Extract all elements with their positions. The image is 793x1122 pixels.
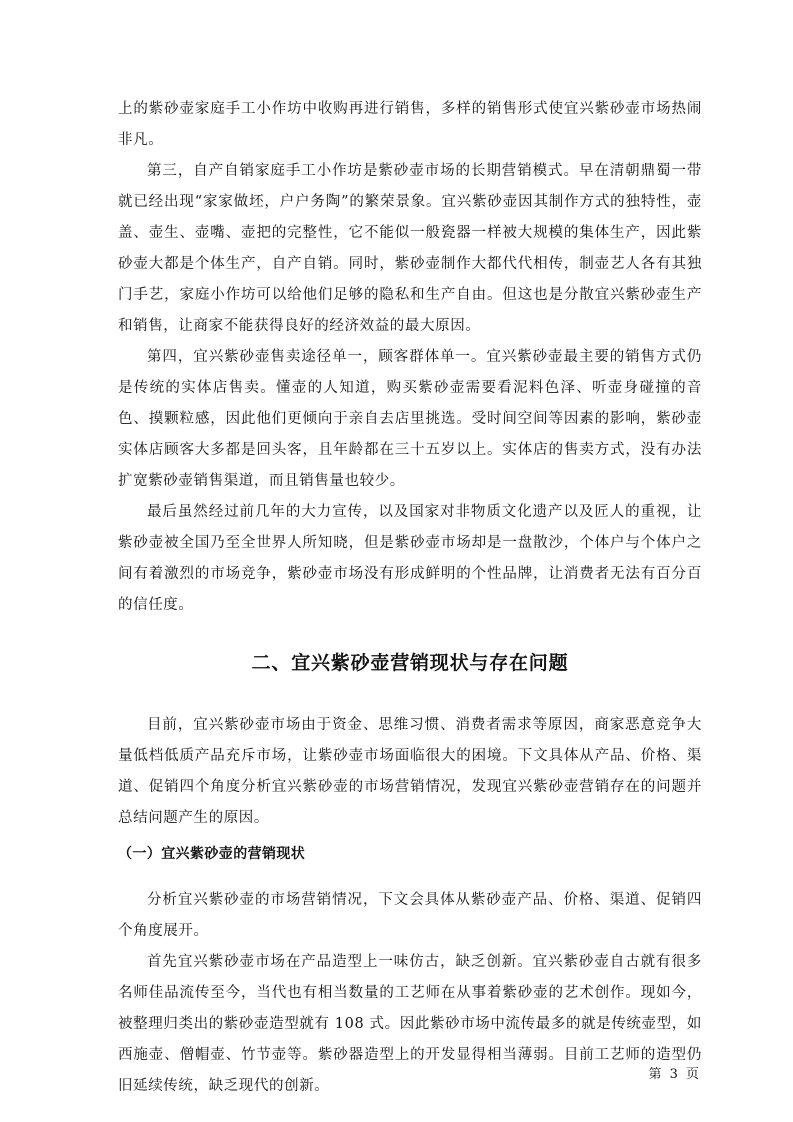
subsection-heading: （一）宜兴紫砂壶的营销现状 (118, 846, 306, 862)
section-heading: 二、宜兴紫砂壶营销现状与存在问题 (251, 652, 569, 674)
paragraph-final-point: 最后虽然经过前几年的大力宣传，以及国家对非物质文化遗产以及匠人的重视，让紫砂壶被全国乃至全世界人所知晓，但是紫砂壶市场却是一盘散沙，个体户与个体户之间有着激烈的市场竞争，紫砂壶市场没有形成鲜明的个性品牌，让消费者无法有百分百的信任度。 (118, 504, 702, 613)
paragraph-fourth-point: 第四，宜兴紫砂壶售卖途径单一，顾客群体单一。宜兴紫砂壶最主要的销售方式仍是传统的实体店售卖。懂壶的人知道，购买紫砂壶需要看泥料色泽、听壶身碰撞的音色、摸颗粒感，因此他们更倾向于亲自去店里挑选。受时间空间等因素的影响，紫砂壶实体店顾客大多都是回头客，且年龄都在三十五岁以上。实体店的售卖方式，没有办法扩宽紫砂壶销售渠道，而且销售量也较少。 (118, 349, 702, 489)
section-intro-paragraph: 目前，宜兴紫砂壶市场由于资金、思维习惯、消费者需求等原因，商家恶意竞争大量低档低质产品充斥市场，让紫砂壶市场面临很大的困境。下文具体从产品、价格、渠道、促销四个角度分析宜兴紫砂壶的市场营销情况，发现宜兴紫砂壶营销存在的问题并总结问题产生的原因。 (118, 717, 702, 826)
paragraph-product-design: 首先宜兴紫砂壶市场在产品造型上一味仿古，缺乏创新。宜兴紫砂壶自古就有很多名师佳品流传至今，当代也有相当数量的工艺师在从事着紫砂壶的艺术创作。现如今，被整理归类出的紫砂壶造型就有 108 式。因此紫砂市场中流传最多的就是传统壶型，如西施壶、僧帽壶、竹节壶等。紫砂器造型上的开发显得相当薄弱。目前工艺师的造型仍旧延续传统，缺乏现代的创新。 (118, 954, 702, 1094)
paragraph-analysis-overview: 分析宜兴紫砂壶的市场营销情况，下文会具体从紫砂壶产品、价格、渠道、促销四个角度展开。 (118, 892, 702, 939)
page-number: 第 3 页 (648, 1067, 701, 1082)
page-content (118, 94, 702, 1102)
paragraph-third-point: 第三，自产自销家庭手工小作坊是紫砂壶市场的长期营销模式。早在清朝鼎蜀一带就已经出现“家家做坯，户户务陶”的繁荣景象。宜兴紫砂壶因其制作方式的独特性，壶盖、壶生、壶嘴、壶把的完整性，它不能似一般瓷器一样被大规模的集体生产，因此紫砂壶大都是个体生产，自产自销。同时，紫砂壶制作大都代代相传，制壶艺人各有其独门手艺，家庭小作坊可以给他们足够的隐私和生产自由。但这也是分散宜兴紫砂壶生产和销售，让商家不能获得良好的经济效益的最大原因。 (118, 163, 702, 334)
paragraph-continuation: 上的紫砂壶家庭手工小作坊中收购再进行销售，多样的销售形式使宜兴紫砂壶市场热闹非凡。 (118, 101, 702, 148)
